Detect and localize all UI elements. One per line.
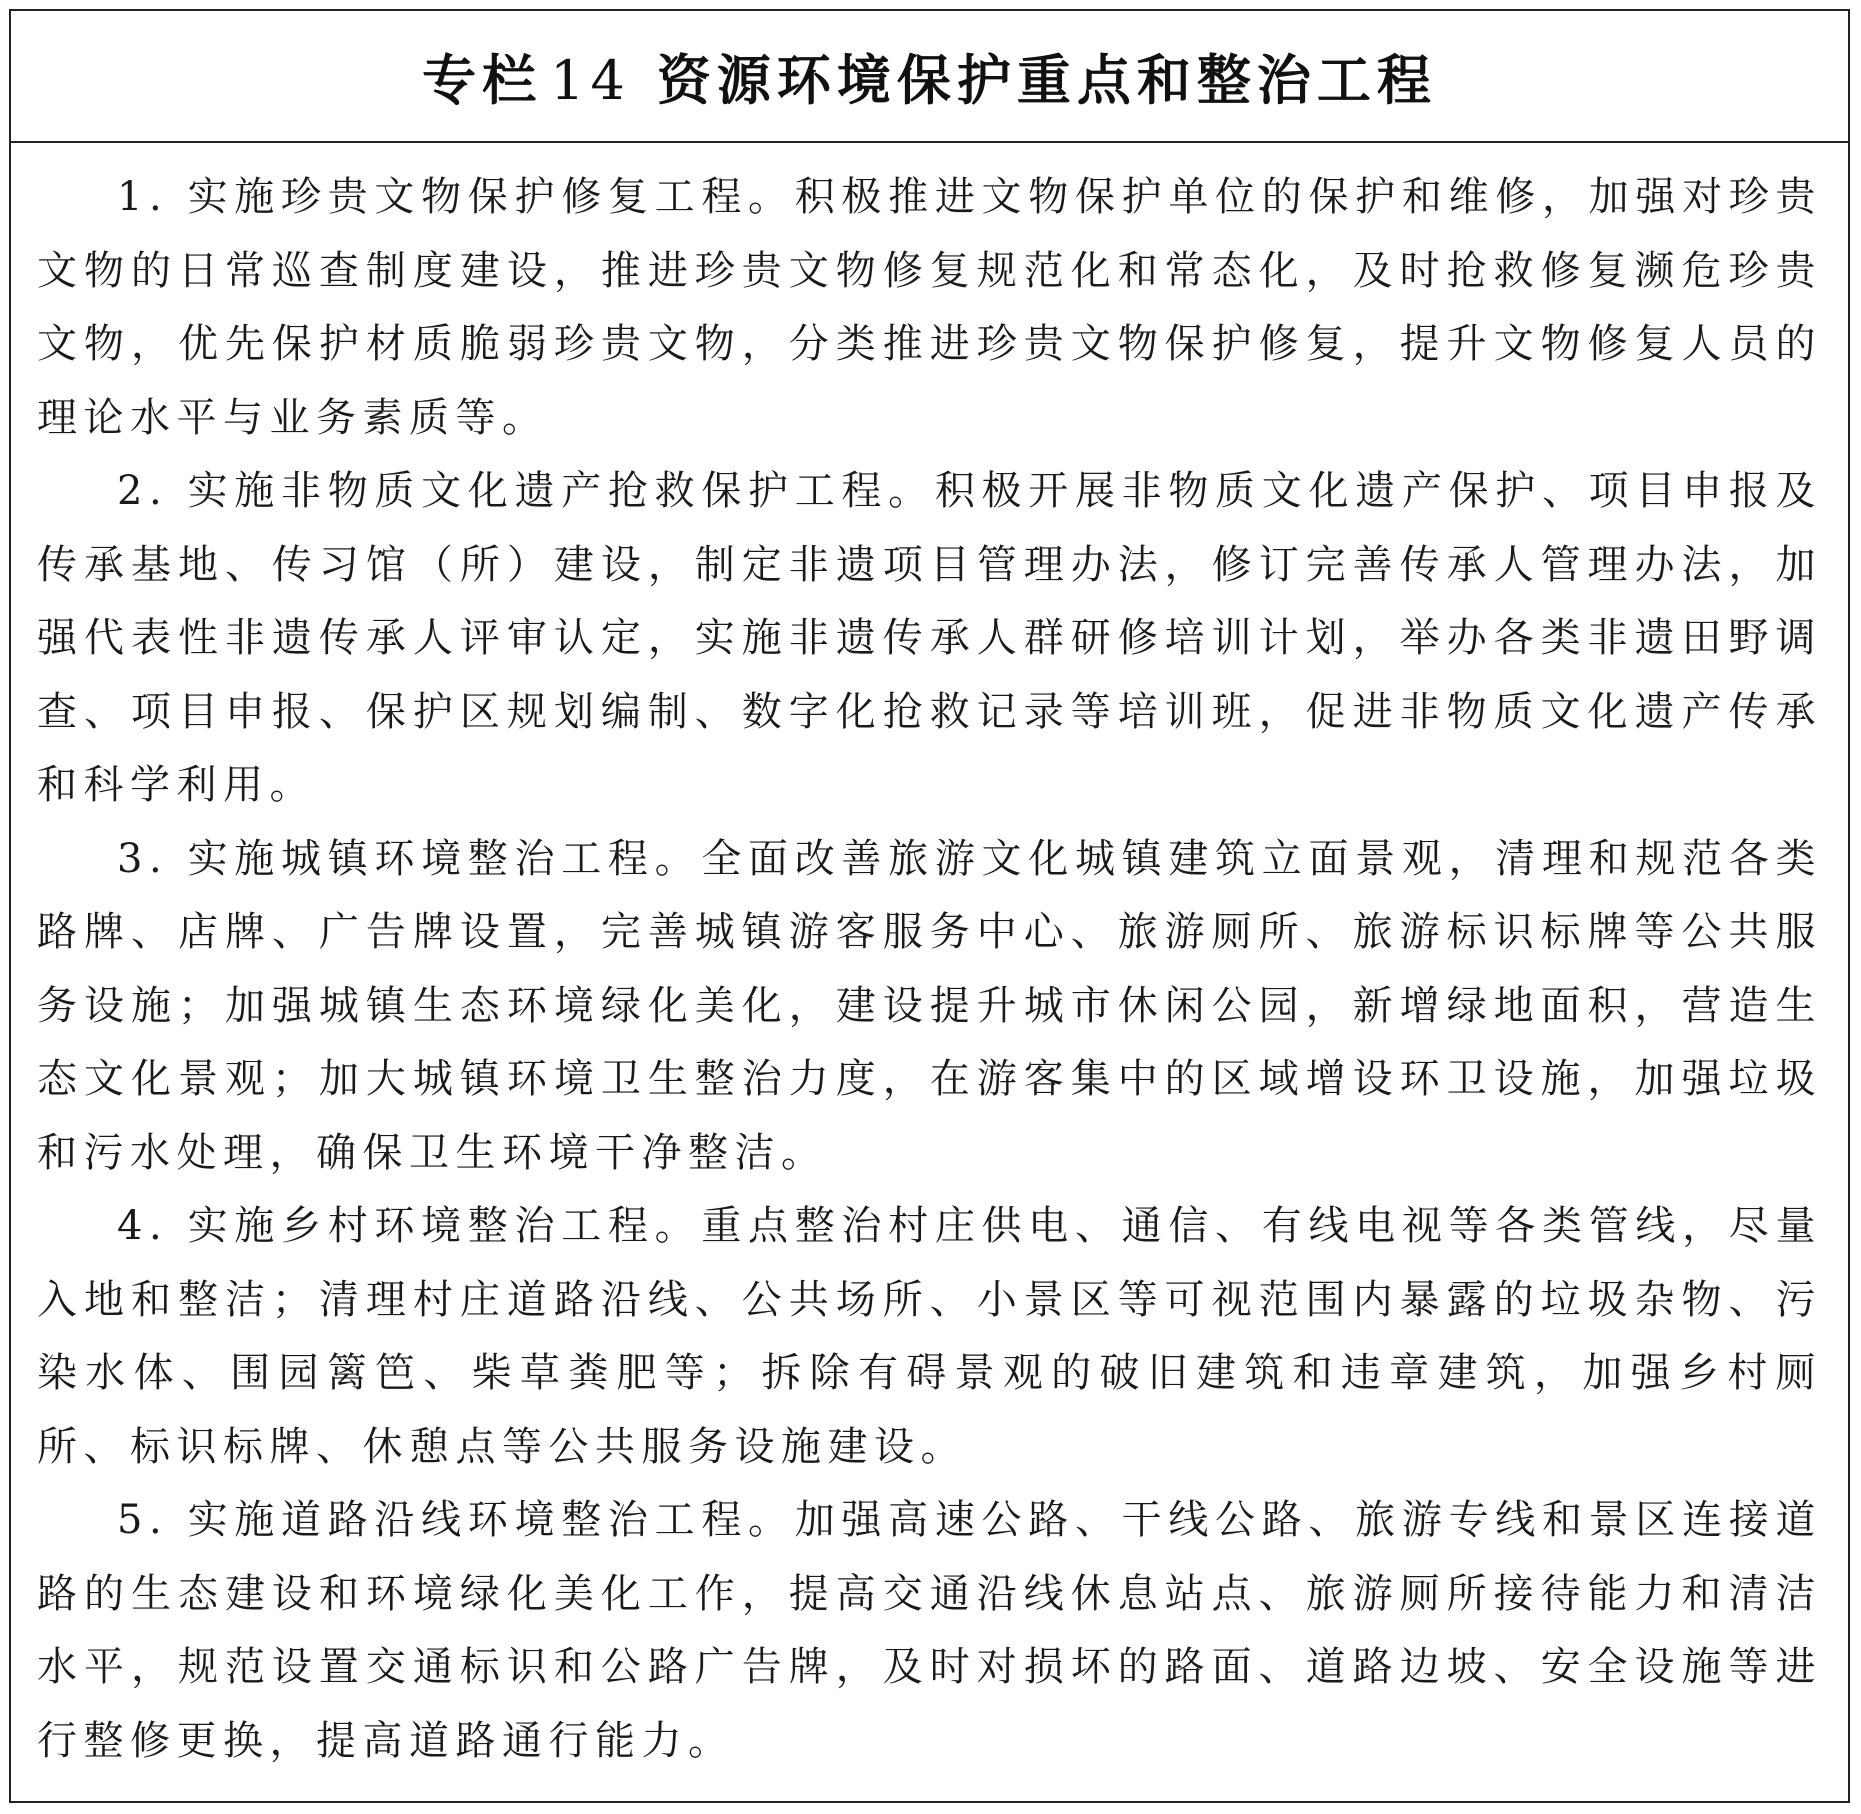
paragraph-urban-environment: 3. 实施城镇环境整治工程。全面改善旅游文化城镇建筑立面景观，清理和规范各类路牌、店牌、广告牌设置，完善城镇游客服务中心、旅游厕所、旅游标识标牌等公共服务设施；加强城镇生态环境绿化美化，建设提升城市休闲公园，新增绿地面积，营造生态文化景观；加大城镇环境卫生整治力度，在游客集中的区域增设环卫设施，加强垃圾和污水处理，确保卫生环境干净整洁。 <box>37 835 1822 1176</box>
paragraph-roadside-environment: 5. 实施道路沿线环境整治工程。加强高速公路、干线公路、旅游专线和景区连接道路的生态建设和环境绿化美化工作，提高交通沿线休息站点、旅游厕所接待能力和清洁水平，规范设置交通标识和公路广告牌，及时对损坏的路面、道路边坡、安全设施等进行整修更换，提高道路通行能力。 <box>37 1497 1822 1764</box>
column-box <box>9 9 1850 1803</box>
title-text: 资源环境保护重点和整治工程 <box>656 48 1437 112</box>
title-number: 14 <box>550 48 631 112</box>
title-bar <box>11 11 1848 143</box>
column-body <box>11 143 1848 1778</box>
paragraph-intangible-heritage: 2. 实施非物质文化遗产抢救保护工程。积极开展非物质文化遗产保护、项目申报及传承基地、传习馆（所）建设，制定非遗项目管理办法，修订完善传承人管理办法，加强代表性非遗传承人评审认定，实施非遗传承人群研修培训计划，举办各类非遗田野调查、项目申报、保护区规划编制、数字化抢救记录等培训班，促进非物质文化遗产传承和科学利用。 <box>37 468 1822 808</box>
paragraph-cultural-relics: 1. 实施珍贵文物保护修复工程。积极推进文物保护单位的保护和维修，加强对珍贵文物的日常巡查制度建设，推进珍贵文物修复规范化和常态化，及时抢救修复濒危珍贵文物，优先保护材质脆弱珍贵文物，分类推进珍贵文物保护修复，提升文物修复人员的理论水平与业务素质等。 <box>37 174 1822 441</box>
paragraph-rural-environment: 4. 实施乡村环境整治工程。重点整治村庄供电、通信、有线电视等各类管线，尽量入地和整洁；清理村庄道路沿线、公共场所、小景区等可视范围内暴露的垃圾杂物、污染水体、围园篱笆、柴草粪肥等；拆除有碍景观的破旧建筑和违章建筑，加强乡村厕所、标识标牌、休憩点等公共服务设施建设。 <box>37 1203 1822 1470</box>
title-prefix: 专栏 <box>422 48 543 112</box>
column-title <box>422 38 1437 115</box>
